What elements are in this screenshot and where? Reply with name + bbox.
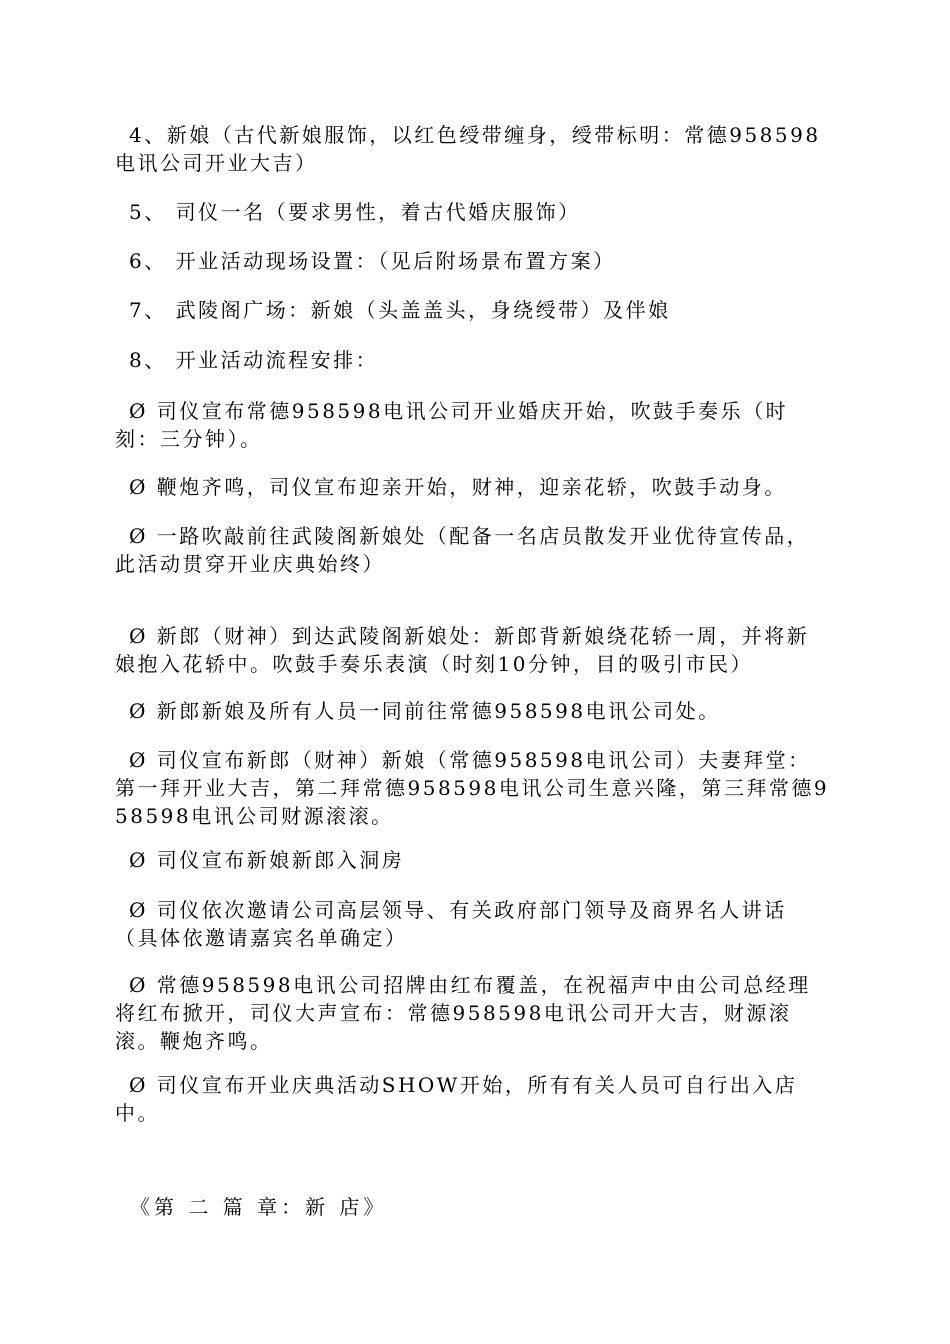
- bullet-firecrackers: Ø 鞭炮齐鸣，司仪宣布迎亲开始，财神，迎亲花轿，吹鼓手动身。: [129, 475, 787, 499]
- paragraph-item-6-venue: 6、 开业活动现场设置：（见后附场景布置方案）: [129, 249, 616, 273]
- paragraph-item-4-bride: 4、新娘（古代新娘服饰，以红色绶带缠身，绶带标明：常德958598电讯公司开业大吉）: [115, 123, 821, 175]
- bullet-opening-announcement: Ø 司仪宣布常德958598电讯公司开业婚庆开始，吹鼓手奏乐（时刻：三分钟）。: [115, 399, 789, 451]
- chapter-title: 《第 二 篇 章：新 店》: [130, 1195, 388, 1219]
- paragraph-item-5-host: 5、 司仪一名（要求男性，着古代婚庆服饰）: [129, 200, 581, 224]
- bullet-signboard-unveiling: Ø 常德958598电讯公司招牌由红布覆盖，在祝福声中由公司总经理将红布掀开，司仪大声宣布：常德958598电讯公司开大吉，财源滚滚。鞭炮齐鸣。: [115, 973, 811, 1053]
- bullet-procession: Ø 一路吹敲前往武陵阁新娘处（配备一名店员散发开业优待宣传品，此活动贯穿开业庆典始终）: [115, 524, 810, 576]
- bullet-wedding-bows: Ø 司仪宣布新郎（财神）新娘（常德958598电讯公司）夫妻拜堂：第一拜开业大吉，第二拜常德958598电讯公司生意兴隆，第三拜常德958598电讯公司财源滚滚。: [115, 748, 830, 828]
- bullet-bridal-chamber: Ø 司仪宣布新娘新郎入洞房: [129, 848, 405, 872]
- bullet-show-start: Ø 司仪宣布开业庆典活动SHOW开始，所有有关人员可自行出入店中。: [115, 1073, 798, 1125]
- bullet-return-to-company: Ø 新郎新娘及所有人员一同前往常德958598电讯公司处。: [129, 699, 721, 723]
- bullet-speeches: Ø 司仪依次邀请公司高层领导、有关政府部门领导及商界名人讲话（具体依邀请嘉宾名单确定）: [115, 898, 787, 950]
- bullet-groom-arrival: Ø 新郎（财神）到达武陵阁新娘处：新郎背新娘绕花轿一周，并将新娘抱入花轿中。吹鼓手奏乐表演（时刻10分钟，目的吸引市民）: [115, 624, 810, 676]
- paragraph-item-7-plaza: 7、 武陵阁广场：新娘（头盖盖头，身绕绶带）及伴娘: [129, 298, 671, 322]
- paragraph-item-8-schedule: 8、 开业活动流程安排：: [129, 348, 379, 372]
